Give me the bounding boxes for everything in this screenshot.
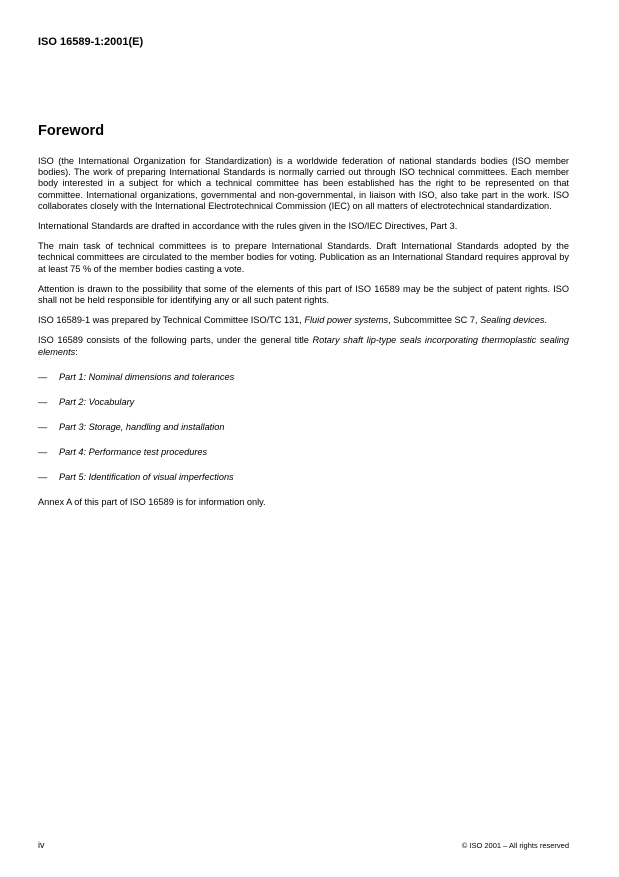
dash-bullet: —: [38, 371, 48, 382]
paragraph-iso-intro: ISO (the International Organization for Standardization) is a worldwide federation of national standards bodies (ISO member bodies). The work of preparing International Standards is normally carried out through ISO technical committees. Each member body interested in a subject for which a technical committee has been established has the right to be represented on that committee. International organizations, governmental and non-governmental, in liaison with ISO, also take part in the work. ISO collaborates closely with the International Electrotechnical Commission (IEC) on all matters of electrotechnical standardization.: [38, 156, 569, 211]
list-item: [38, 422, 569, 447]
part-label: Part 5: Identification of visual imperfections: [59, 471, 234, 482]
general-title: Rotary shaft lip-type seals incorporating thermoplastic sealing elements: [38, 335, 569, 357]
part-label: Part 1: Nominal dimensions and tolerances: [59, 371, 235, 382]
list-item: [38, 372, 569, 397]
prepared-by-text: ISO 16589-1 was prepared by Technical Committee ISO/TC 131,: [38, 315, 305, 326]
dash-bullet: —: [38, 446, 48, 457]
foreword-body: [38, 156, 569, 517]
parts-list: [38, 372, 569, 497]
committee-name: Fluid power systems: [304, 315, 389, 326]
list-item: [38, 397, 569, 422]
paragraph-annex-note: Annex A of this part of ISO 16589 is for information only.: [38, 496, 266, 507]
part-label: Part 3: Storage, handling and installation: [59, 421, 225, 432]
paragraph-prepared-by: [38, 315, 569, 326]
dash-bullet: —: [38, 421, 48, 432]
parts-intro-end: :: [75, 346, 78, 357]
part-label: Part 2: Vocabulary: [59, 396, 135, 407]
copyright-notice: © ISO 2001 – All rights reserved: [461, 841, 569, 850]
list-item: [38, 472, 569, 497]
parts-intro-text: ISO 16589 consists of the following parts, under the general title: [38, 335, 313, 346]
dash-bullet: —: [38, 471, 48, 482]
paragraph-patent-rights: Attention is drawn to the possibility that some of the elements of this part of ISO 16589 may be the subject of patent rights. ISO shall not be held responsible for identifying any or all such patent rights.: [38, 283, 569, 306]
prepared-by-end: .: [544, 315, 547, 326]
paragraph-committee-task: The main task of technical committees is to prepare International Standards. Draft International Standards adopted by the technical committees are circulated to the member bodies for voting. Publication as an International Standard requires approval by at least 75 % of the member bodies casting a vote.: [38, 241, 569, 274]
subcommittee-name: Sealing devices: [480, 315, 545, 326]
page-title: Foreword: [38, 123, 105, 139]
page-number: iv: [38, 840, 45, 850]
list-item: [38, 447, 569, 472]
document-code: ISO 16589-1:2001(E): [38, 36, 144, 48]
part-label: Part 4: Performance test procedures: [59, 446, 208, 457]
prepared-by-mid: , Subcommittee SC 7,: [388, 315, 481, 326]
paragraph-directives: International Standards are drafted in accordance with the rules given in the ISO/IEC Directives, Part 3.: [38, 221, 458, 232]
dash-bullet: —: [38, 396, 48, 407]
paragraph-parts-intro: [38, 335, 569, 357]
